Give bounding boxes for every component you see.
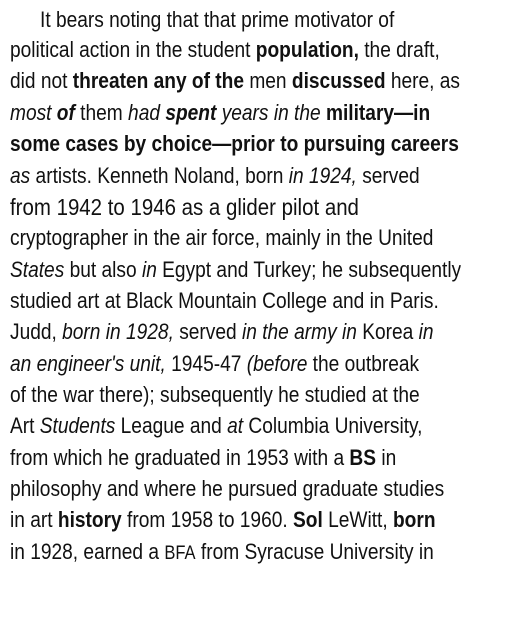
text-run: the outbreak: [307, 351, 420, 376]
text-run-italic: in: [141, 257, 157, 282]
text-run-italic: States: [10, 257, 65, 282]
text-line-3: [10, 65, 461, 97]
text-line-15: [10, 442, 461, 474]
text-run: League and: [115, 413, 228, 438]
text-line-11: [10, 316, 461, 348]
text-line-10: [10, 285, 461, 317]
text-run: served: [173, 319, 242, 344]
text-run-bold: born: [392, 507, 436, 532]
text-run: them: [74, 100, 129, 125]
text-run: artists. Kenneth Noland, born: [30, 163, 289, 188]
text-run: studied art at Black Mountain College and in Paris.: [10, 288, 439, 313]
text-run: from 1958 to 1960.: [121, 507, 294, 532]
text-run: LeWitt,: [322, 507, 393, 532]
text-run-italic: (before: [246, 351, 308, 376]
text-line-18: [10, 536, 461, 568]
text-run-bold: Sol: [293, 507, 323, 532]
text-run: cryptographer in the air force, mainly in the United: [10, 225, 434, 250]
text-line-5: [10, 128, 461, 160]
text-run-italic: Students: [39, 413, 116, 438]
text-run: the draft,: [358, 37, 440, 62]
text-run-italic: years in the: [216, 100, 326, 125]
text-run-italic: in the army in: [241, 319, 357, 344]
text-run: from 1942 to 1946 as a glider pilot and: [10, 194, 359, 220]
text-run: Korea: [356, 319, 419, 344]
text-run-bold: military—in: [325, 100, 431, 125]
text-run: served: [356, 163, 420, 188]
text-run: in 1928, earned a: [10, 539, 165, 564]
text-run-italic: had: [128, 100, 166, 125]
text-line-7: [10, 191, 461, 223]
text-line-14: [10, 410, 461, 442]
text-run-italic: in: [418, 319, 434, 344]
text-run-italic: in 1924,: [288, 163, 357, 188]
text-line-12: [10, 348, 461, 380]
text-run: men: [244, 68, 292, 93]
text-run-italic: born in 1928,: [62, 319, 174, 344]
text-line-2: [10, 34, 461, 66]
text-run: Judd,: [10, 319, 63, 344]
text-run-bold-italic: of: [56, 100, 75, 125]
text-run: in: [375, 445, 397, 470]
text-run: Columbia University,: [243, 413, 423, 438]
text-line-16: [10, 473, 461, 505]
text-line-1: [40, 4, 491, 36]
text-line-17: [10, 504, 461, 536]
text-run: of the war there); subsequently he studied at the: [10, 382, 420, 407]
text-run: Egypt and Turkey; he subsequently: [156, 257, 461, 282]
text-run: from Syracuse University in: [195, 539, 434, 564]
text-run: but also: [64, 257, 142, 282]
text-line-6: [10, 160, 461, 192]
text-line-9: [10, 254, 461, 286]
text-run-italic: at: [227, 413, 244, 438]
text-run: in art: [10, 507, 58, 532]
text-run: It bears noting that that prime motivator of: [40, 7, 395, 32]
text-run: here, as: [385, 68, 460, 93]
text-run: did not: [10, 68, 73, 93]
text-run-bold: threaten any of the: [72, 68, 245, 93]
text-run: from which he graduated in 1953 with a: [10, 445, 350, 470]
text-line-8: [10, 222, 461, 254]
text-run-small: BFA: [164, 543, 196, 564]
text-run: philosophy and where he pursued graduate studies: [10, 476, 445, 501]
text-run-bold: history: [57, 507, 122, 532]
text-run-bold: population,: [255, 37, 359, 62]
text-run-italic: as: [10, 163, 31, 188]
text-run: 1945-47: [165, 351, 247, 376]
text-run: Art: [10, 413, 40, 438]
text-line-13: [10, 379, 461, 411]
text-run-italic: an engineer's unit,: [10, 351, 166, 376]
text-run-bold: some cases by choice—prior to pursuing careers: [10, 131, 459, 156]
text-run: political action in the student: [10, 37, 256, 62]
text-run-bold-italic: spent: [165, 100, 217, 125]
text-run-bold: discussed: [291, 68, 386, 93]
text-run-italic: most: [10, 100, 57, 125]
text-run-bold: BS: [349, 445, 376, 470]
text-line-4: [10, 97, 461, 129]
